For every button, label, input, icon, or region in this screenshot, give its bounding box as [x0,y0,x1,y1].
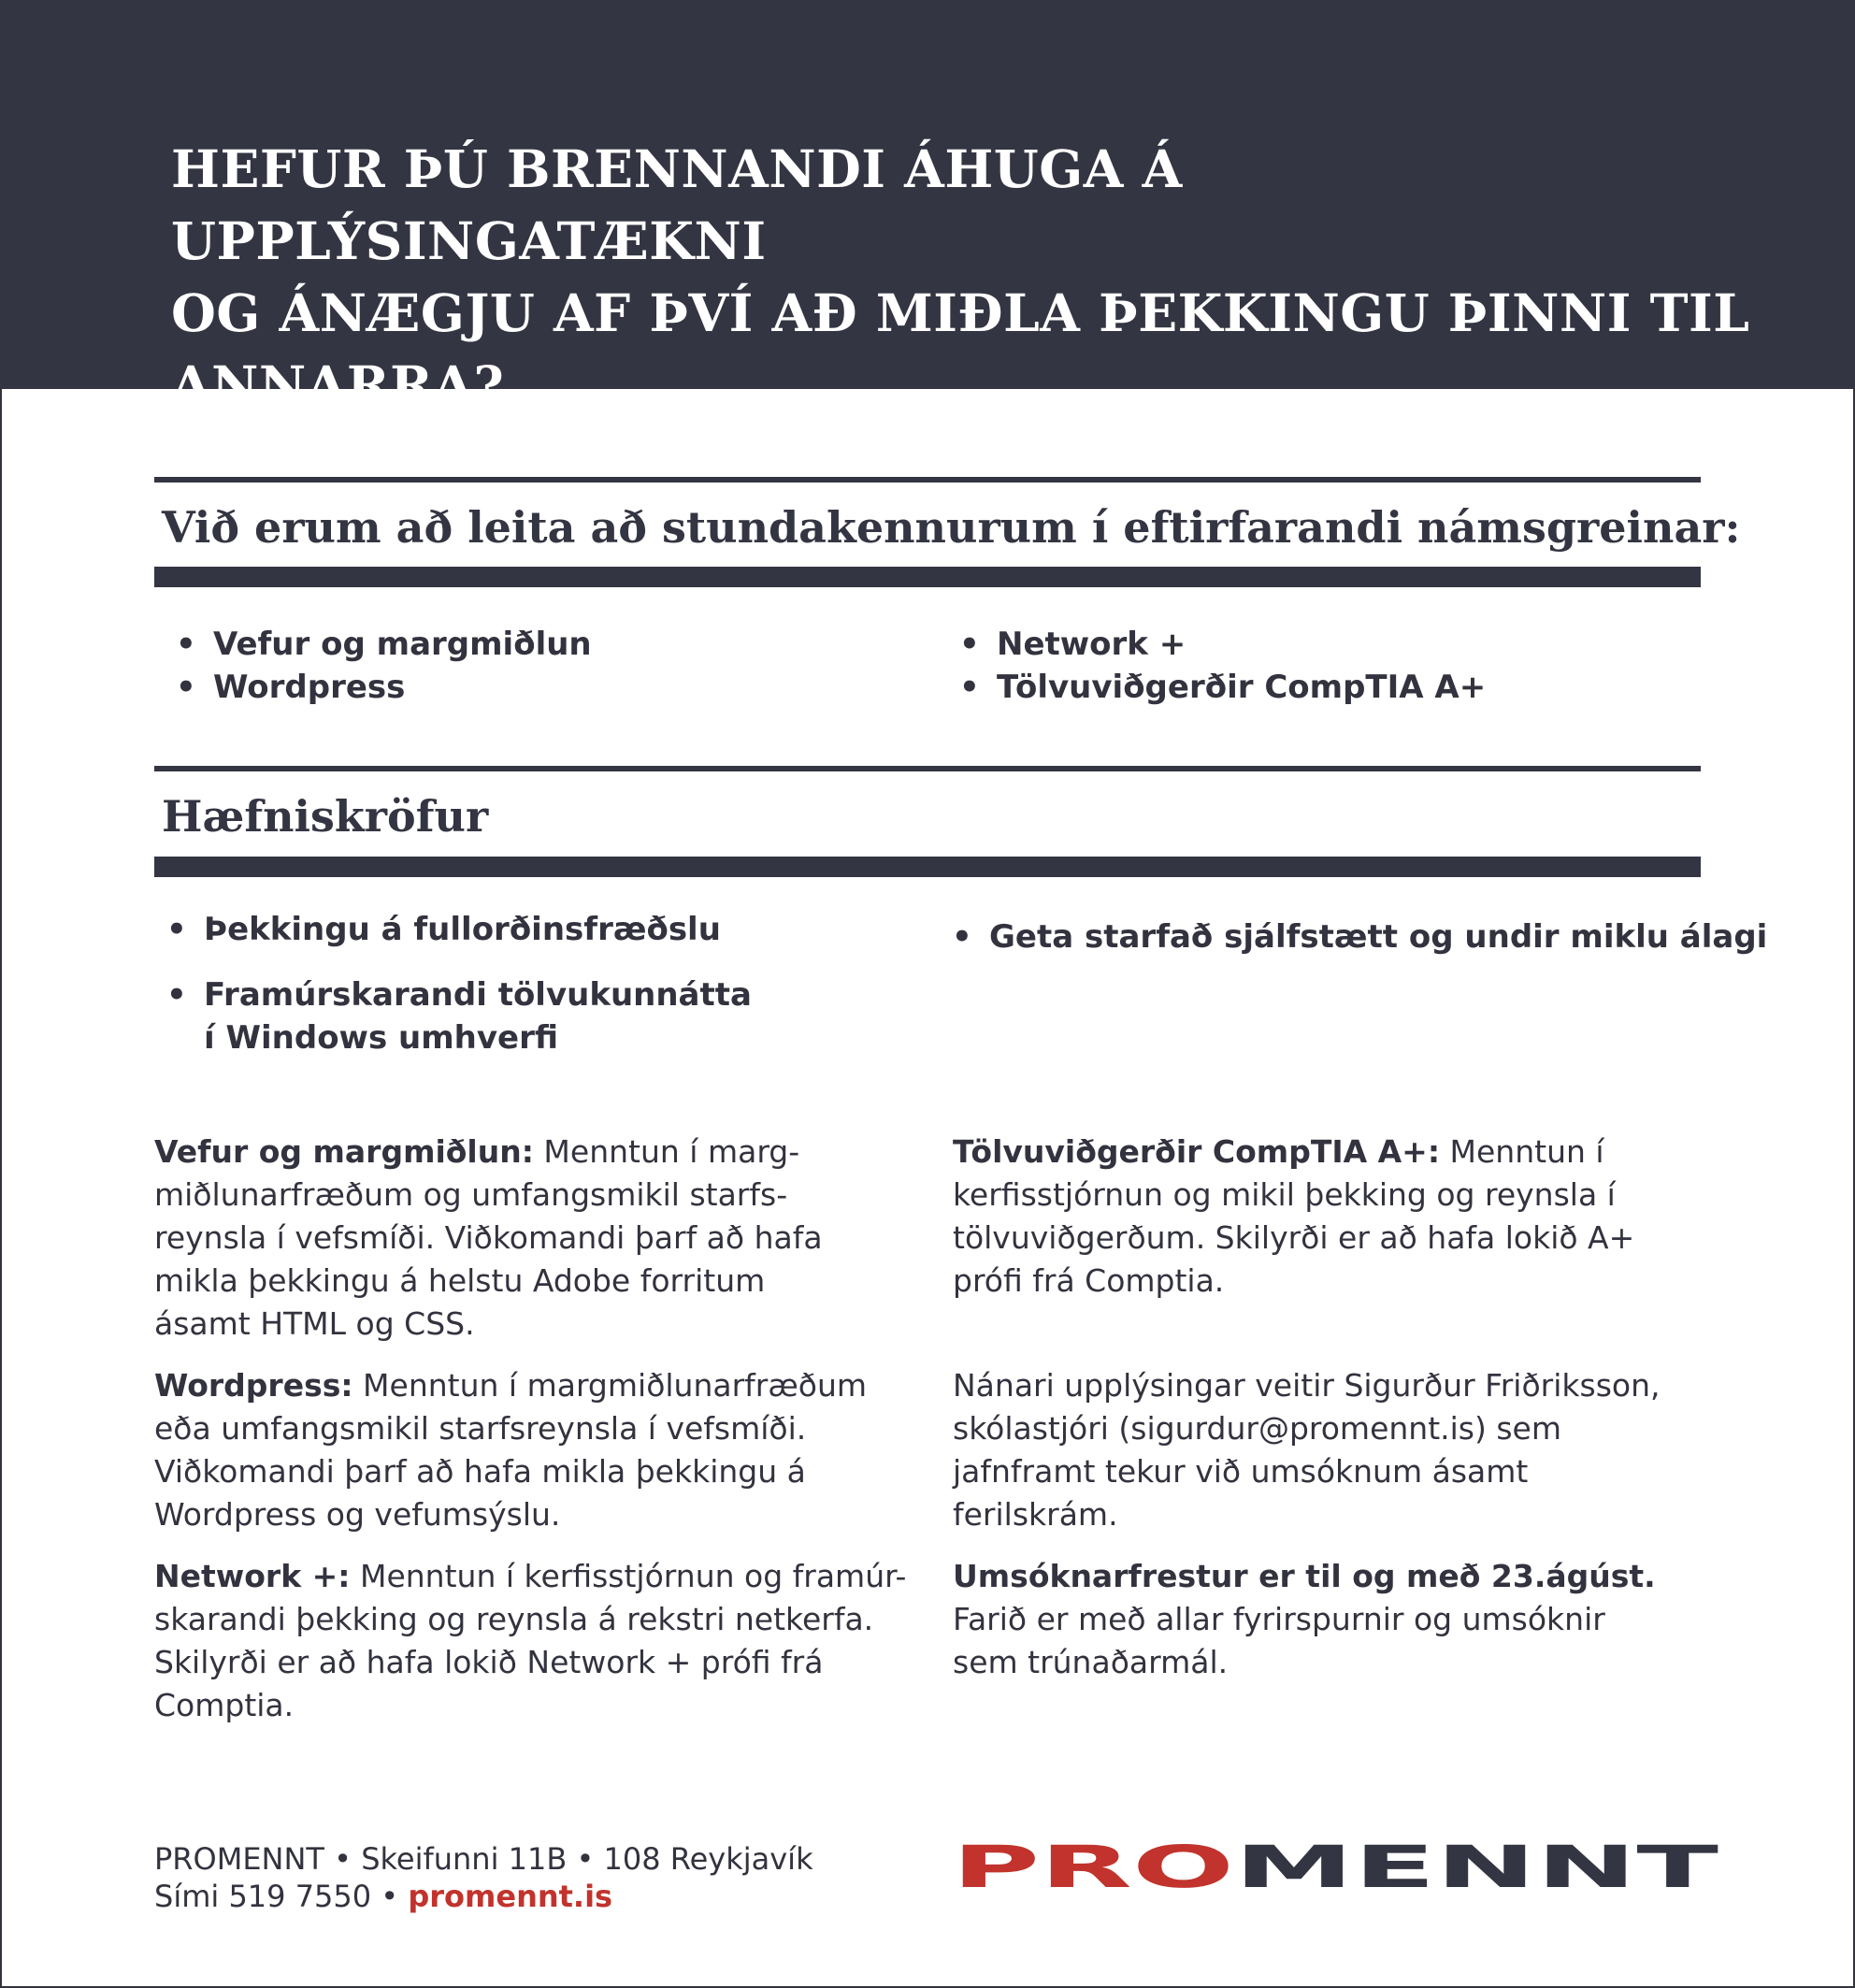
desc-text: Wordpress og vefumsýslu. [154,1496,561,1533]
desc-label: Network +: [154,1558,351,1594]
list-item-text: Framúrskarandi tölvukunnátta [204,976,752,1014]
desc-text: ferilskrám. [953,1496,1118,1533]
desc-text: Menntun í [1440,1133,1604,1170]
desc-text: Menntun í kerfisstjórnun og framúr- [350,1558,907,1594]
desc-vefur [154,1131,823,1346]
promennt-logo [952,1840,1718,1893]
desc-text: eða umfangsmikil starfsreynsla í vefsmíði. [154,1410,807,1447]
logo-text-red: PRO [952,1840,1088,1893]
desc-text: reynsla í vefsmíði. Viðkomandi þarf að hafa [154,1219,823,1256]
desc-text: Farið er með allar fyrirspurnir og umsóknir [953,1601,1605,1637]
desc-text: kerfisstjórnun og mikil þekking og reynsla í [953,1176,1616,1213]
footer-phone: Sími 519 7550 • [154,1879,409,1914]
list-item [150,973,752,1059]
desc-deadline [953,1555,1656,1684]
footer-address: PROMENNT • Skeifunni 11B • 108 Reykjavík [154,1841,813,1877]
subjects-list-left [159,623,592,709]
desc-label: Vefur og margmiðlun: [154,1133,534,1170]
desc-comptia [953,1131,1634,1303]
headline-line-2: OG ÁNÆGJU AF ÞVÍ AÐ MIÐLA ÞEKKINGU ÞINNI TIL [171,282,1750,343]
list-item: • Geta starfað sjálfstætt og undir miklu álagi [935,915,1767,958]
header-banner [0,0,1855,415]
desc-contact [953,1364,1661,1536]
desc-text: tölvuviðgerðum. Skilyrði er að hafa lokið A+ [953,1219,1635,1256]
list-item-text: í Windows umhverfi [204,1019,559,1057]
headline-line-1: HEFUR ÞÚ BRENNANDI ÁHUGA Á UPPLÝSINGATÆKNI [171,138,1183,271]
desc-text: prófi frá Comptia. [953,1262,1225,1299]
desc-text: Nánari upplýsingar veitir Sigurður Friðriksson, [953,1367,1661,1404]
desc-text: jafnframt tekur við umsóknum ásamt [953,1453,1529,1490]
desc-label: Tölvuviðgerðir CompTIA A+: [953,1133,1441,1170]
requirements-title: Hæfniskröfur [162,791,489,842]
logo-text [952,1840,1718,1893]
list-item: • Vefur og margmiðlun [159,623,592,666]
headline-line-3: ANNARRA? [171,354,505,415]
desc-text: Skilyrði er að hafa lokið Network + prófi frá [154,1644,824,1680]
list-item [150,908,752,951]
desc-label: Wordpress: [154,1367,353,1404]
section-rule-top [154,477,1701,483]
list-item: • Tölvuviðgerðir CompTIA A+ [942,666,1486,709]
desc-text: Viðkomandi þarf að hafa mikla þekkingu á [154,1453,806,1490]
desc-text: miðlunarfræðum og umfangsmikil starfs- [154,1176,788,1213]
subjects-title: Við erum að leita að stundakennurum í eftirfarandi námsgreinar: [162,502,1741,553]
desc-label: Umsóknarfrestur er til og með 23.ágúst. [953,1558,1656,1594]
section-rule-bottom [154,857,1701,877]
desc-text: ásamt HTML og CSS. [154,1305,475,1342]
desc-text: Comptia. [154,1687,295,1723]
desc-network [154,1555,906,1727]
list-item: • Wordpress [159,666,592,709]
desc-text: sem trúnaðarmál. [953,1644,1229,1680]
website-link[interactable]: promennt.is [408,1879,613,1914]
desc-text: Menntun í margmiðlunarfræðum [352,1367,868,1404]
headline [171,133,1761,421]
list-item: • Network + [942,623,1486,666]
desc-wordpress [154,1364,867,1536]
section-rule-bottom [154,567,1701,587]
list-item-text: Þekkingu á fullorðinsfræðslu [204,911,721,948]
logo-text-dark: MENNT [1234,1840,1469,1893]
footer-address-block [154,1840,813,1915]
subjects-list-right [942,623,1486,709]
section-rule-top [154,766,1701,771]
desc-text: mikla þekkingu á helstu Adobe forritum [154,1262,766,1299]
desc-text: skólastjóri (sigurdur@promennt.is) sem [953,1410,1561,1447]
requirements-list-right [935,915,1767,958]
requirements-list-left [150,908,752,1059]
desc-text: skarandi þekking og reynsla á rekstri netkerfa. [154,1601,874,1637]
desc-text: Menntun í marg- [533,1133,800,1170]
